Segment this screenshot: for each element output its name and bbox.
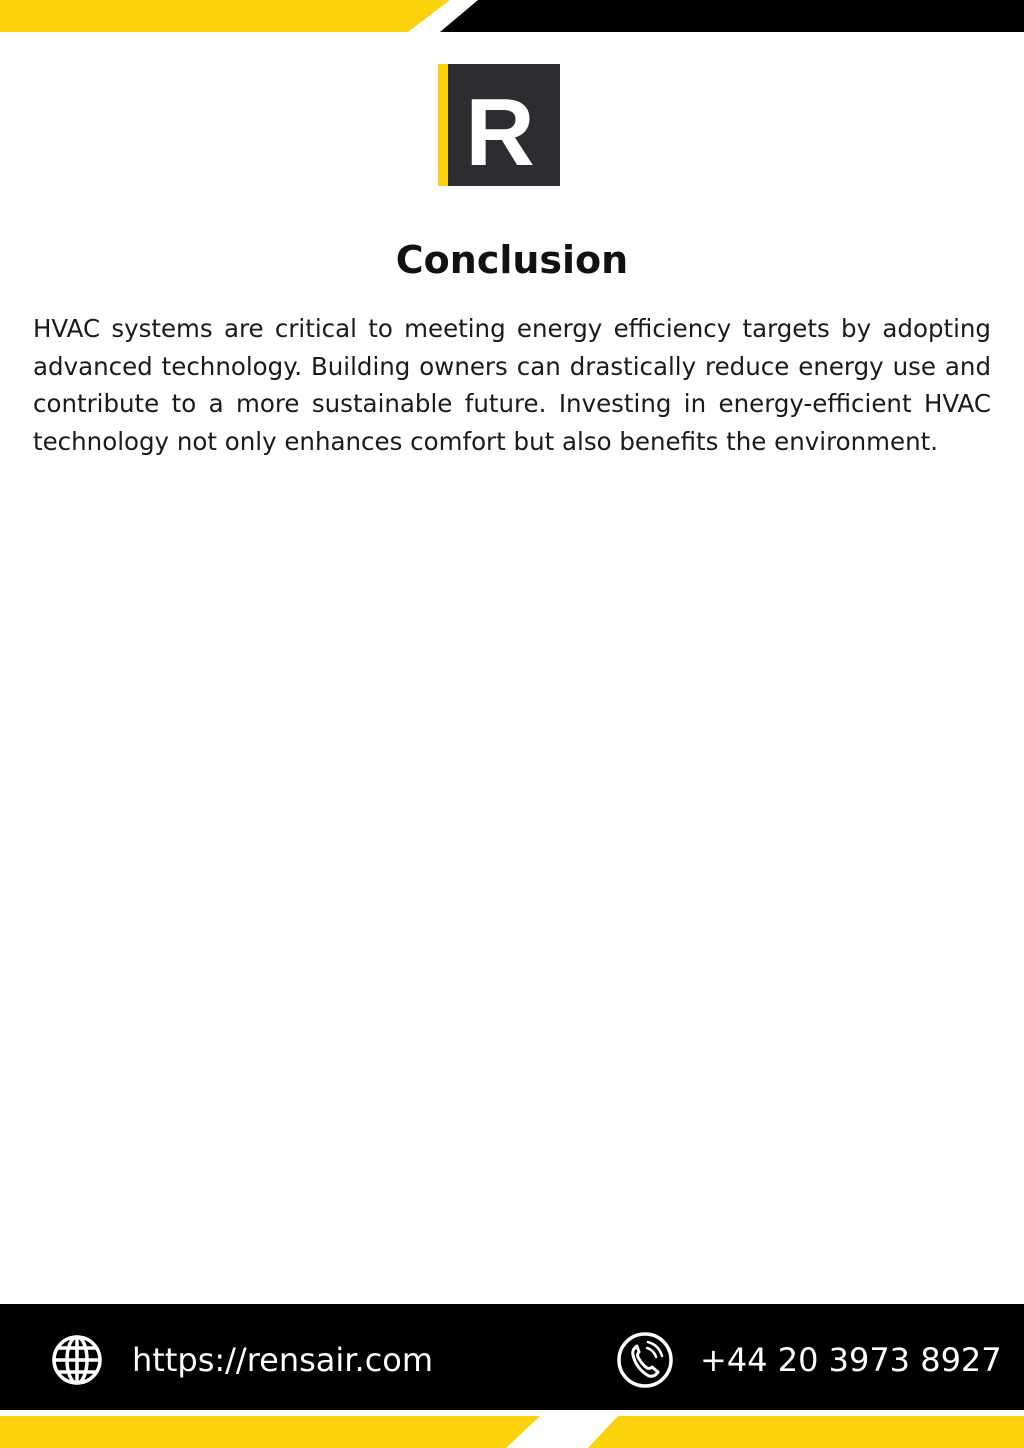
- logo-letter: R: [465, 79, 535, 186]
- website-contact[interactable]: [48, 1330, 433, 1390]
- phone-number[interactable]: +44 20 3973 8927: [700, 1341, 1002, 1379]
- website-link[interactable]: https://rensair.com: [132, 1341, 434, 1379]
- footer-decorative-stripes: [0, 1410, 1024, 1448]
- phone-icon: [616, 1331, 674, 1389]
- top-decorative-bar: [0, 0, 1024, 34]
- phone-contact[interactable]: [616, 1330, 1002, 1390]
- conclusion-paragraph: HVAC systems are critical to meeting energy efficiency targets by adopting advanced technology. Building owners can drastically reduce energy use and contribute to a more sustainable future. Investing in energy-efficient HVAC technology not only enhances comfort but also benefits the environment.: [33, 314, 991, 456]
- page-title: Conclusion: [395, 238, 629, 282]
- rensair-logo: [438, 64, 560, 186]
- footer: [0, 1304, 1024, 1448]
- globe-icon: [48, 1331, 106, 1389]
